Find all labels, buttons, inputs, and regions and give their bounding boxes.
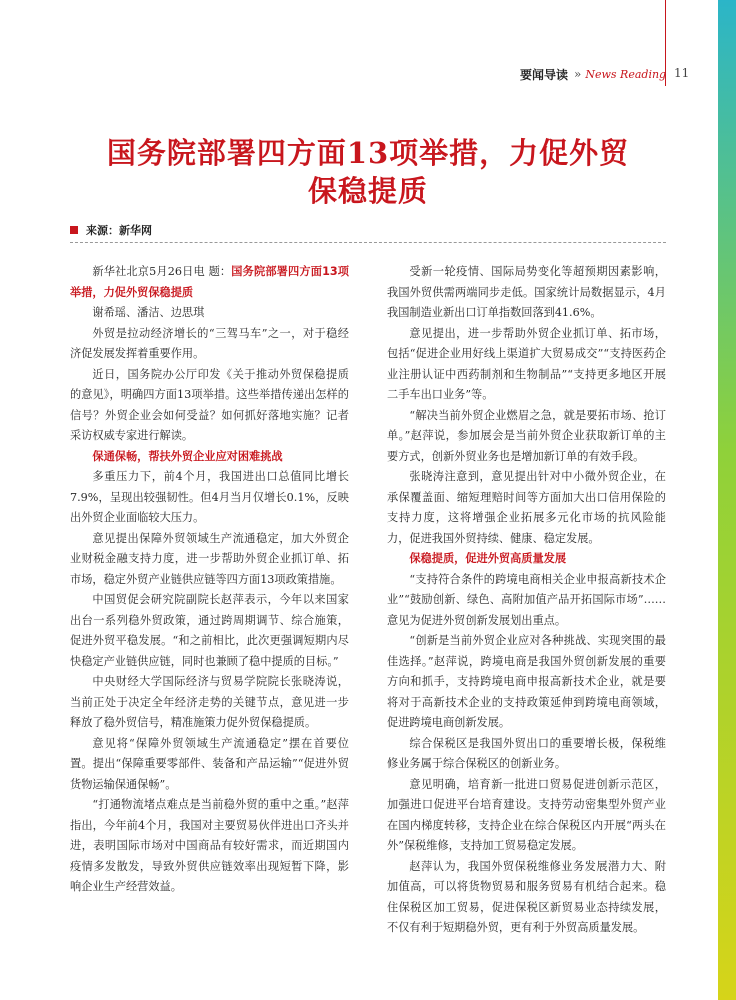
body-paragraph: 近日，国务院办公厅印发《关于推动外贸保稳提质的意见》，明确四方面13项举措。这些举措传递出怎样的信号？外贸企业会如何受益？如何抓好落地实施？记者采访权威专家进行解读。	[70, 367, 349, 442]
authors: 谢希瑶、潘洁、边思琪	[92, 306, 205, 319]
body-paragraph: 赵萍认为，我国外贸保税维修业务发展潜力大、附加值高，可以将货物贸易和服务贸易有机结合起来。稳住保税区加工贸易，促进保税区新贸易业态持续发展，不仅有利于短期稳外贸，更有利于外贸高质量发展。	[387, 859, 666, 934]
red-square-icon	[70, 226, 78, 234]
dashed-divider	[70, 242, 666, 243]
article-column-left	[70, 262, 349, 898]
body-paragraph: 外贸是拉动经济增长的“三驾马车”之一，对于稳经济促发展发挥着重要作用。	[70, 326, 349, 360]
page-number: 11	[674, 66, 690, 80]
body-paragraph: 张晓涛注意到，意见提出针对中小微外贸企业，在承保覆盖面、缩短理赔时间等方面加大出口信用保险的支持力度，这将增强企业拓展多元化市场的抗风险能力，促进我国外贸持续、健康、稳定发展。	[387, 470, 666, 545]
section-title-en: News Reading	[585, 67, 667, 81]
article-title-line1: 国务院部署四方面13项举措，力促外贸	[106, 136, 630, 170]
body-paragraph: “打通物流堵点难点是当前稳外贸的重中之重。”赵萍指出，今年前4个月，我国对主要贸易伙伴进出口齐头并进，表明国际市场对中国商品有较好需求，而近期国内疫情多发散发，导致外贸供应链效率出现短暂下降，影响企业生产经营效益。	[70, 798, 349, 893]
body-paragraph: “创新是当前外贸企业应对各种挑战、实现突围的最佳选择。”赵萍说，跨境电商是我国外贸创新发展的重要方向和抓手，支持跨境电商申报高新技术企业，就是要将对于高新技术企业的支持政策延伸到跨境电商领域，促进跨境电商创新发展。	[387, 634, 666, 729]
body-paragraph: 意见提出保障外贸领域生产流通稳定，加大外贸企业财税金融支持力度，进一步帮助外贸企业抓订单、拓市场，稳定外贸产业链供应链等四方面13项政策措施。	[70, 531, 349, 586]
article-source	[70, 222, 152, 238]
body-paragraph: 意见提出，进一步帮助外贸企业抓订单、拓市场，包括“促进企业用好线上渠道扩大贸易成交”“支持医药企业注册认证中西药制剂和生物制品”“支持更多地区开展二手车出口业务”等。	[387, 326, 666, 401]
body-paragraph: 中国贸促会研究院副院长赵萍表示，今年以来国家出台一系列稳外贸政策，通过跨周期调节、综合施策，促进外贸平稳发展。“和之前相比，此次更强调短期内尽快稳定产业链供应链，同时也兼顾了稳中提质的目标。”	[70, 593, 349, 668]
source-label: 来源：新华网	[86, 224, 152, 237]
section-title-cn: 要闻导读	[520, 67, 569, 82]
body-paragraph: 综合保税区是我国外贸出口的重要增长极，保税维修业务属于综合保税区的创新业务。	[387, 736, 666, 770]
article-title	[60, 134, 676, 210]
body-paragraph: 受新一轮疫情、国际局势变化等超预期因素影响，我国外贸供需两端同步走低。国家统计局数据显示，4月我国制造业新出口订单指数回落到41.6%。	[387, 265, 666, 319]
body-paragraph: 意见明确，培育新一批进口贸易促进创新示范区，加强进口促进平台培育建设。支持劳动密集型外贸产业在国内梯度转移，支持企业在综合保税区内开展“两头在外”保税维修，支持加工贸易稳定发展。	[387, 777, 666, 852]
body-paragraph: 意见将“保障外贸领域生产流通稳定”摆在首要位置。提出“保障重要零部件、装备和产品运输”“促进外贸货物运输保通保畅”。	[70, 736, 349, 791]
article-column-right	[387, 262, 666, 939]
lead-title: 国务院部署四方面13项举措，力促外贸保稳提质	[70, 265, 349, 299]
body-paragraph: 多重压力下，前4个月，我国进出口总值同比增长7.9%，呈现出较强韧性。但4月当月仅增长0.1%，反映出外贸企业面临较大压力。	[70, 470, 349, 524]
body-paragraph: 中央财经大学国际经济与贸易学院院长张晓涛说，当前正处于决定全年经济走势的关键节点，意见进一步释放了稳外贸信号，精准施策力促外贸保稳提质。	[70, 675, 349, 729]
decorative-side-bar	[718, 0, 736, 1000]
dateline: 新华社北京5月26日电 题：	[92, 265, 232, 278]
body-paragraph: “解决当前外贸企业燃眉之急，就是要拓市场、抢订单。”赵萍说，参加展会是当前外贸企业获取新订单的主要方式，创新外贸业务也是增加新订单的有效手段。	[387, 408, 666, 463]
lead-paragraph	[70, 262, 349, 303]
subheading: 保通保畅，帮扶外贸企业应对困难挑战	[92, 449, 283, 463]
double-chevron-icon: »	[574, 67, 582, 81]
section-header	[520, 64, 666, 84]
article-title-line2: 保稳提质	[307, 174, 428, 208]
subheading: 保稳提质，促进外贸高质量发展	[409, 552, 567, 565]
body-paragraph: “支持符合条件的跨境电商相关企业申报高新技术企业”“鼓励创新、绿色、高附加值产品开拓国际市场”……意见为促进外贸创新发展划出重点。	[387, 572, 666, 627]
